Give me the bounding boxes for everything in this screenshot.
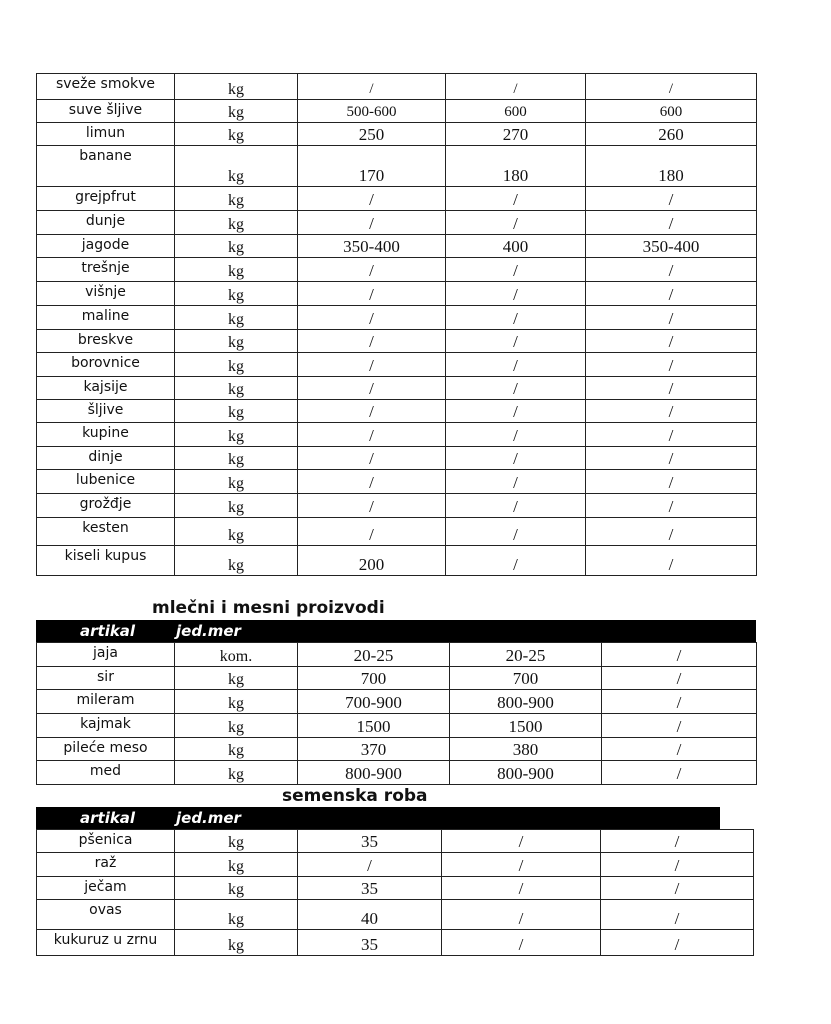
unit-cell: kg [175,546,298,576]
price-1-cell: / [298,447,446,470]
price-2-cell: / [442,877,601,900]
price-2-cell: / [446,377,586,400]
table-row [37,258,757,282]
price-1-cell: 35 [298,830,442,853]
unit-cell: kg [175,258,298,282]
unit-cell: kg [175,377,298,400]
price-1-cell: / [298,187,446,211]
unit-cell: kg [175,738,298,761]
price-3-cell: / [602,690,757,714]
table-row [37,470,757,494]
price-3-cell: / [586,470,757,494]
item-name-cell: kesten [37,518,175,546]
unit-cell: kg [175,423,298,447]
unit-cell: kg [175,187,298,211]
price-3-cell: 600 [586,100,757,123]
price-3-cell: / [586,518,757,546]
price-1-cell: 35 [298,877,442,900]
unit-cell: kg [175,470,298,494]
unit-cell: kg [175,100,298,123]
price-3-cell: / [586,400,757,423]
unit-cell: kg [175,900,298,930]
unit-cell: kg [175,877,298,900]
price-1-cell: / [298,282,446,306]
item-name-cell: ovas [37,900,175,930]
item-name-cell: kupine [37,423,175,447]
table-row [37,146,757,187]
table-row [37,74,757,100]
price-3-cell: / [586,258,757,282]
table-row [37,494,757,518]
price-1-cell: / [298,853,442,877]
unit-cell: kg [175,400,298,423]
item-name-cell: jaja [37,643,175,667]
seeds-header-bar [36,807,720,829]
price-3-cell: / [586,306,757,330]
price-3-cell: / [586,330,757,353]
unit-cell: kg [175,930,298,956]
item-name-cell: pšenica [37,830,175,853]
price-2-cell: / [442,853,601,877]
table-row [37,330,757,353]
price-3-cell: / [586,282,757,306]
unit-cell: kg [175,235,298,258]
price-1-cell: / [298,423,446,447]
price-2-cell: / [446,258,586,282]
seeds-price-table [36,829,754,956]
table-row [37,100,757,123]
price-1-cell: 700 [298,667,450,690]
price-1-cell: / [298,518,446,546]
price-2-cell: 270 [446,123,586,146]
table-row [37,447,757,470]
price-1-cell: / [298,330,446,353]
table-row [37,306,757,330]
table-row [37,546,757,576]
fruit-price-table [36,73,757,576]
price-2-cell: 20-25 [450,643,602,667]
item-name-cell: banane [37,146,175,187]
item-name-cell: limun [37,123,175,146]
unit-cell: kom. [175,643,298,667]
price-3-cell: / [586,74,757,100]
dairy-meat-header-bar [36,620,756,642]
unit-cell: kg [175,330,298,353]
unit-cell: kg [175,761,298,785]
price-2-cell: / [442,830,601,853]
table-row [37,353,757,377]
table-row [37,423,757,447]
unit-cell: kg [175,667,298,690]
price-1-cell: 250 [298,123,446,146]
header-unit: jed.mer [176,809,241,827]
item-name-cell: lubenice [37,470,175,494]
price-1-cell: / [298,470,446,494]
price-2-cell: / [446,282,586,306]
item-name-cell: raž [37,853,175,877]
table-row [37,400,757,423]
table-row [37,518,757,546]
item-name-cell: dinje [37,447,175,470]
price-1-cell: / [298,306,446,330]
item-name-cell: kukuruz u zrnu [37,930,175,956]
item-name-cell: borovnice [37,353,175,377]
table-row [37,123,757,146]
price-1-cell: 800-900 [298,761,450,785]
dairy-meat-price-table [36,642,757,785]
item-name-cell: maline [37,306,175,330]
table-row [37,830,754,853]
price-3-cell: / [602,643,757,667]
price-1-cell: / [298,258,446,282]
price-2-cell: / [446,470,586,494]
table-row [37,761,757,785]
price-2-cell: 380 [450,738,602,761]
price-3-cell: 260 [586,123,757,146]
price-2-cell: 180 [446,146,586,187]
price-3-cell: / [602,738,757,761]
price-2-cell: / [446,187,586,211]
item-name-cell: breskve [37,330,175,353]
price-1-cell: 40 [298,900,442,930]
price-2-cell: 800-900 [450,761,602,785]
price-2-cell: / [446,74,586,100]
price-1-cell: 35 [298,930,442,956]
item-name-cell: jagode [37,235,175,258]
item-name-cell: višnje [37,282,175,306]
price-3-cell: / [602,761,757,785]
unit-cell: kg [175,353,298,377]
item-name-cell: med [37,761,175,785]
price-2-cell: 600 [446,100,586,123]
price-1-cell: / [298,400,446,423]
unit-cell: kg [175,494,298,518]
unit-cell: kg [175,690,298,714]
price-1-cell: 370 [298,738,450,761]
price-1-cell: 1500 [298,714,450,738]
table-row [37,714,757,738]
price-2-cell: 700 [450,667,602,690]
price-3-cell: / [601,900,754,930]
table-row [37,853,754,877]
unit-cell: kg [175,447,298,470]
unit-cell: kg [175,306,298,330]
price-2-cell: / [446,494,586,518]
item-name-cell: sveže smokve [37,74,175,100]
price-3-cell: / [601,830,754,853]
item-name-cell: kiseli kupus [37,546,175,576]
price-1-cell: / [298,377,446,400]
item-name-cell: pileće meso [37,738,175,761]
price-2-cell: / [446,306,586,330]
item-name-cell: kajsije [37,377,175,400]
header-unit: jed.mer [176,622,241,640]
table-row [37,738,757,761]
table-row [37,187,757,211]
item-name-cell: ječam [37,877,175,900]
price-3-cell: / [601,853,754,877]
price-1-cell: 170 [298,146,446,187]
price-3-cell: / [602,667,757,690]
unit-cell: kg [175,74,298,100]
unit-cell: kg [175,123,298,146]
price-2-cell: 800-900 [450,690,602,714]
price-1-cell: / [298,494,446,518]
price-2-cell: / [442,900,601,930]
table-row [37,900,754,930]
item-name-cell: grožđje [37,494,175,518]
price-3-cell: 350-400 [586,235,757,258]
price-2-cell: / [446,447,586,470]
price-3-cell: / [586,211,757,235]
price-3-cell: / [586,187,757,211]
price-1-cell: 500-600 [298,100,446,123]
price-3-cell: / [586,494,757,518]
item-name-cell: grejpfrut [37,187,175,211]
price-3-cell: / [586,447,757,470]
price-1-cell: 200 [298,546,446,576]
price-1-cell: / [298,211,446,235]
price-1-cell: 700-900 [298,690,450,714]
section-title-seeds: semenska roba [282,786,428,806]
price-2-cell: / [446,330,586,353]
price-3-cell: 180 [586,146,757,187]
table-row [37,211,757,235]
header-artikal: artikal [80,622,136,640]
item-name-cell: dunje [37,211,175,235]
price-3-cell: / [602,714,757,738]
unit-cell: kg [175,146,298,187]
unit-cell: kg [175,211,298,235]
header-artikal: artikal [80,809,136,827]
item-name-cell: suve šljive [37,100,175,123]
unit-cell: kg [175,282,298,306]
table-row [37,643,757,667]
price-2-cell: / [446,211,586,235]
unit-cell: kg [175,853,298,877]
unit-cell: kg [175,518,298,546]
price-1-cell: / [298,74,446,100]
item-name-cell: sir [37,667,175,690]
unit-cell: kg [175,830,298,853]
price-1-cell: / [298,353,446,377]
table-row [37,282,757,306]
price-3-cell: / [586,423,757,447]
item-name-cell: kajmak [37,714,175,738]
item-name-cell: mileram [37,690,175,714]
price-2-cell: 1500 [450,714,602,738]
item-name-cell: trešnje [37,258,175,282]
table-row [37,235,757,258]
table-row [37,930,754,956]
price-3-cell: / [586,546,757,576]
price-2-cell: / [446,423,586,447]
price-1-cell: 350-400 [298,235,446,258]
price-3-cell: / [586,353,757,377]
table-row [37,667,757,690]
price-3-cell: / [601,877,754,900]
table-row [37,877,754,900]
price-1-cell: 20-25 [298,643,450,667]
price-3-cell: / [586,377,757,400]
price-2-cell: / [442,930,601,956]
price-2-cell: / [446,518,586,546]
price-3-cell: / [601,930,754,956]
price-2-cell: / [446,546,586,576]
price-2-cell: 400 [446,235,586,258]
unit-cell: kg [175,714,298,738]
table-row [37,377,757,400]
price-2-cell: / [446,400,586,423]
price-2-cell: / [446,353,586,377]
table-row [37,690,757,714]
section-title-dairy-meat: mlečni i mesni proizvodi [152,598,385,618]
item-name-cell: šljive [37,400,175,423]
